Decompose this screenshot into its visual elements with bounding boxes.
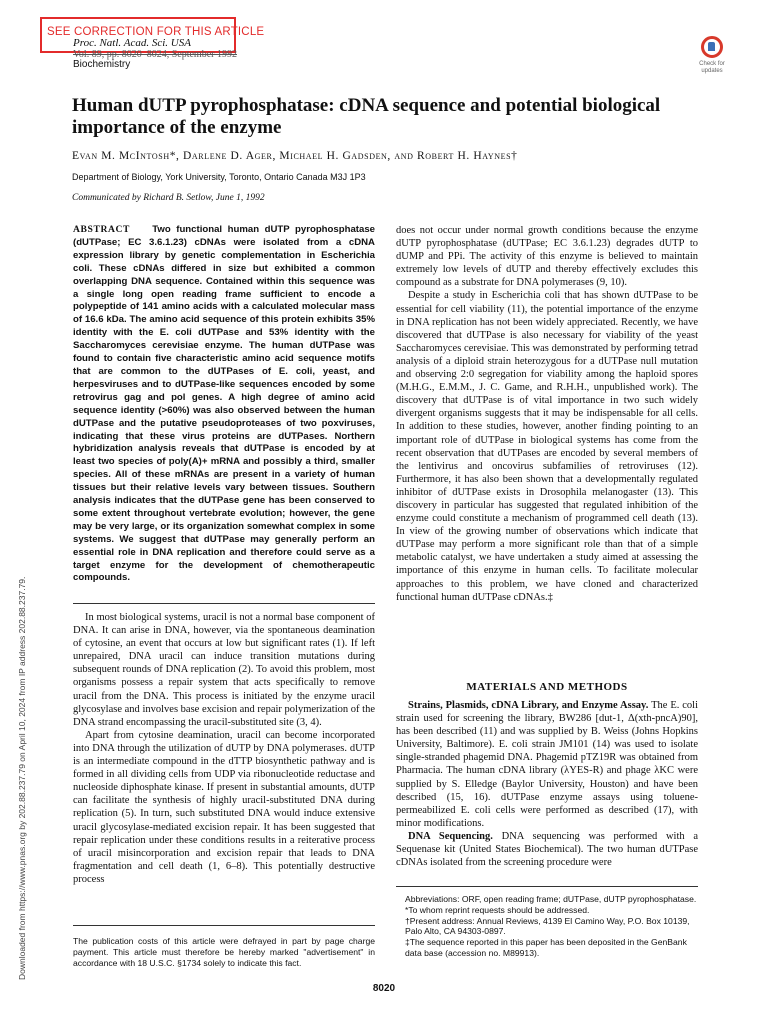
abstract-text: Two functional human dUTP pyrophosphatase (dUTPase; EC 3.6.1.23) cDNAs were isolated from a cDNA expression library by genetic complementation in Escherichia coli. These cDNAs differed in size but exhibited a common overlapping DNA sequence. Contained within this sequence was a single long open reading frame sufficient to encode a polypeptide of 141 amino acids with a calculated molecular mass of 16.6 kDa. The amino acid sequence of this protein exhibits 35% identity with the E. coli dUTPase and 53% identity with the Saccharomyces cerevisiae enzyme. The human dUTPase was found to contain five characteristic amino acid sequence motifs that are common to the dUTPases of E. coli, yeast, and herpesviruses and to dUTPase-like sequences encoded by some retrovirus gag and pol genes. A high degree of amino acid sequence identity (>60%) was also observed between the human dUTPase and the putative pseudoproteases of two poxviruses, indicating that these virus proteins are dUTPases. Northern hybridization analysis reveals that dUTPase is encoded by at least two species of poly(A)+ mRNA and possibly a third, smaller species. All of these mRNAs are present in a variety of human tissues but their relative levels vary between tissues. Southern analysis indicates that the dUTPase gene has been conserved to some extent throughout vertebrate evolution; however, the gene may be very large, or its organization somewhat complex in some systems. We suggest that dUTPase may generally perform an essential role in DNA replication and therefore could serve as a target enzyme for the development of chemotherapeutic compounds. xyxy=(73,224,375,584)
footnote: †Present address: Annual Reviews, 4139 El Camino Way, P.O. Box 10139, Palo Alto, CA 94303-0897. xyxy=(405,915,690,937)
footnote: *To whom reprint requests should be addressed. xyxy=(405,904,590,915)
communicated-by: Communicated by Richard B. Setlow, June 1, 1992 xyxy=(72,193,265,203)
abstract-heading: ABSTRACT xyxy=(73,224,131,235)
methods-subheading: Strains, Plasmids, cDNA Library, and Enzyme Assay. xyxy=(408,700,649,711)
journal-volume: Vol. 89, pp. 8020–8024, September 1992 xyxy=(73,49,237,60)
methods-body xyxy=(396,699,698,869)
footnote: Abbreviations: ORF, open reading frame; dUTPase, dUTP pyrophosphatase. xyxy=(405,894,697,904)
introduction xyxy=(73,611,375,886)
methods-paragraph xyxy=(396,830,698,869)
intro-paragraph: Despite a study in Escherichia coli that has shown dUTPase to be essential for cell viability (11), the potential importance of the enzyme in DNA replication has not been widely appreciated. Recently, we have discovered that dUTPase is also necessary for viability of the yeast Saccharomyces cerevisiae. This was demonstrated by performing tetrad analysis of a diploid strain heterozygous for a dUTPase null mutation and observing 2:0 segregation for viability among the haploid spores (M.H.G., E.M.M., J. C. Game, and R.H.H., unpublished work). The discovery that dUTPase is of vital importance in two such widely divergent organisms suggests that it may be indispensable for all cells. In addition to these studies, however, another finding pointing to an important role of dUTPase in biological systems has come from the recent observation that dUTPases are encoded by several members of the lentivirus and oncovirus subfamilies of retroviruses (12). Furthermore, it has also been shown that a developmentally regulated inhibitor of dUTPase exists in Drosophila melanogaster (13). This discovery in particular has suggested that regulated inhibition of the enzyme could constitute a mechanism of programmed cell death (13). In view of the growing number of observations which indicate that dUTPase may perform a more significant role than that of a simple metabolic catalyst, we have undertaken a study aimed at assessing the importance of this enzyme in human cells. To facilitate molecular approaches to this problem, we have cloned and characterized functional human dUTPase cDNAs.‡ xyxy=(396,290,698,603)
download-watermark: Downloaded from https://www.pnas.org by 202.88.237.79 on April 10, 2024 from IP address 202.88.237.79. xyxy=(17,576,27,980)
article-title: Human dUTP pyrophosphatase: cDNA sequence and potential biological importance of the enzyme xyxy=(72,95,661,138)
check-for-updates-icon xyxy=(701,36,723,58)
check-for-updates-badge[interactable] xyxy=(690,36,734,75)
footnote-divider xyxy=(73,925,375,926)
affiliation: Department of Biology, York University, Toronto, Ontario Canada M3J 1P3 xyxy=(72,172,366,182)
check-for-updates-label: Check for updates xyxy=(699,61,725,74)
page-number: 8020 xyxy=(372,983,396,994)
methods-subheading: DNA Sequencing. xyxy=(408,830,493,842)
footnotes xyxy=(405,894,697,959)
author-list: Evan M. McIntosh*, Darlene D. Ager, Michael H. Gadsden, and Robert H. Haynes† xyxy=(72,150,518,162)
methods-heading: MATERIALS AND METHODS xyxy=(466,681,628,693)
journal-name: Proc. Natl. Acad. Sci. USA xyxy=(73,37,191,49)
methods-text: The E. coli strain used for screening the library, BW286 [dut-1, Δ(xth-pncA)90], has been described (11) and was supplied by B. Weiss (Johns Hopkins University, Baltimore). E. coli strain JM101 (14) was used to isolate single-stranded phagemid DNA. Phagemid pTZ19R was obtained from Pharmacia. The human cDNA library (λYES-R) and phage λKC were supplied by S. Elledge (Baylor University, Houston) and have been described (15, 16). dUTPase enzyme assays using toluene-permeabilized E. coli cells were performed as described (17), with minor modifications. xyxy=(396,700,699,829)
intro-paragraph: In most biological systems, uracil is not a normal base component of DNA. It can arise in DNA, however, via the spontaneous deamination of cytosine, an event that occurs at low but significant rates (1). If left unrepaired, DNA uracil can induce transition mutations during subsequent rounds of DNA replication (2). To avoid this problem, most organisms possess a repair system that acts specifically to remove uracil from the DNA. This process is initiated by the enzyme uracil glycosylase and involves base excision and repair polymerization of the DNA strand encompassing the uracil-substituted site (3, 4). xyxy=(73,612,375,728)
intro-paragraph: Apart from cytosine deamination, uracil can become incorporated into DNA through the utilization of dUTP by DNA polymerases. dUTP is an intermediate compound in the dTTP biosynthetic pathway and is formed in all dividing cells from UDP via ribonucleotide reductase and nucleoside diphosphate kinase. If present in substantial amounts, dUTP can facilitate the synthesis of highly uracil-substituted DNA during replication (5). In turn, such substituted DNA would induce extensive uracil glycosylase-mediated excision repair. It has been suggested that repair replication under these conditions results in a reiterative process of uracil misincorporation and excision repair that leads to DNA fragmentation and cell death (1, 6–8). This potentially destructive process xyxy=(73,729,375,885)
methods-paragraph xyxy=(396,699,698,830)
abstract-divider xyxy=(73,603,375,604)
section-label: Biochemistry xyxy=(73,59,131,70)
abstract xyxy=(73,224,375,585)
introduction-continued xyxy=(396,224,698,604)
correction-link[interactable]: SEE CORRECTION FOR THIS ARTICLE xyxy=(47,26,265,38)
footnote-divider xyxy=(396,886,698,887)
methods-text: DNA sequencing was performed with a Sequenase kit (United States Biochemical). The two human dUTPase cDNAs isolated from the screening procedure were xyxy=(396,830,699,869)
intro-paragraph: does not occur under normal growth conditions because the enzyme dUTP pyrophosphatase (dUTPase; EC 3.6.1.23) degrades dUTP to dUMP and PPi. The activity of this enzyme is believed to maintain extremely low levels of dUTP and thereby effectively excludes this compound as a substrate for DNA polymerases (9, 10). xyxy=(396,225,698,289)
footnote: ‡The sequence reported in this paper has been deposited in the GenBank data base (accession no. M89913). xyxy=(405,937,687,958)
publication-costs-note: The publication costs of this article were defrayed in part by page charge payment. This article must therefore be hereby marked "advertisement" in accordance with 18 U.S.C. §1734 solely to indicate this fact. xyxy=(73,936,375,968)
